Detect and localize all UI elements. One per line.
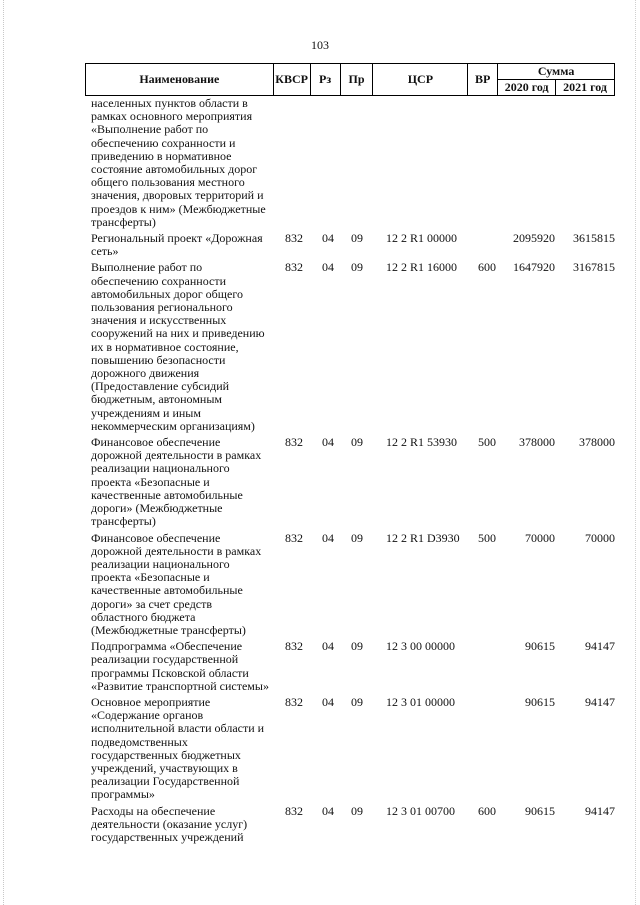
row-rz: 04 xyxy=(322,231,334,246)
table-body xyxy=(91,97,615,844)
row-name-line: проездов к ним» (Межбюджетные xyxy=(91,201,266,216)
row-name-line: областного бюджета xyxy=(91,609,196,624)
row-rz: 04 xyxy=(322,435,334,450)
row-rz: 04 xyxy=(322,639,334,654)
row-name-line: обеспечению сохранности и xyxy=(91,135,236,150)
row-vr: 500 xyxy=(478,435,496,450)
row-name-line: качественные автомобильные xyxy=(91,487,243,502)
row-sum-2020: 90615 xyxy=(525,803,555,818)
row-sum-2020: 90615 xyxy=(525,694,555,709)
row-name xyxy=(91,97,274,229)
row-csr: 12 3 01 00700 xyxy=(386,803,455,818)
row-name-line: состояние автомобильных дорог xyxy=(91,162,258,177)
row-name-line: Финансовое обеспечение xyxy=(91,435,221,450)
row-sum-2021: 94147 xyxy=(585,803,615,818)
row-name-line: учреждений, участвующих в xyxy=(91,760,238,775)
row-name xyxy=(91,436,274,528)
table-row xyxy=(91,640,615,693)
row-sum-2020: 378000 xyxy=(519,435,555,450)
row-rz: 04 xyxy=(322,530,334,545)
row-kvsr: 832 xyxy=(285,260,303,275)
row-sum-2021: 3615815 xyxy=(573,231,615,246)
row-name-line: значения и искусственных xyxy=(91,313,227,328)
header-year-2020: 2020 год xyxy=(498,80,556,96)
row-name-line: сооружений на них и приведению xyxy=(91,326,265,341)
row-name xyxy=(91,696,274,802)
header-kvsr: КВСР xyxy=(273,64,310,96)
row-name-line: дорожной деятельности в рамках xyxy=(91,448,262,463)
table-row xyxy=(91,696,615,802)
row-name-line: государственных учреждений xyxy=(91,829,244,844)
row-name-line: исполнительной власти области и xyxy=(91,721,265,736)
table-row xyxy=(91,532,615,638)
row-name xyxy=(91,532,274,638)
row-name-line: трансферты) xyxy=(91,514,156,529)
row-name-line: реализации государственной xyxy=(91,652,239,667)
row-name-line: учреждениям и иным xyxy=(91,405,201,420)
row-rz: 04 xyxy=(322,260,334,275)
row-sum-2021: 70000 xyxy=(585,530,615,545)
header-name: Наименование xyxy=(86,64,274,96)
row-name-line: Основное мероприятие xyxy=(91,694,211,709)
row-vr: 600 xyxy=(478,260,496,275)
row-name xyxy=(91,640,274,693)
row-vr: 500 xyxy=(478,530,496,545)
row-pr: 09 xyxy=(351,639,363,654)
row-name-line: значения, дворовых территорий и xyxy=(91,188,264,203)
row-csr: 12 2 R1 16000 xyxy=(386,260,458,275)
row-name-line: проекта «Безопасные и xyxy=(91,474,210,489)
row-sum-2021: 3167815 xyxy=(573,260,615,275)
row-name-line: некоммерческим организациям) xyxy=(91,418,255,433)
row-name-line: повышению безопасности xyxy=(91,352,226,367)
row-name-line: реализации Государственной xyxy=(91,774,240,789)
row-pr: 09 xyxy=(351,435,363,450)
row-name-line: программы» xyxy=(91,787,155,802)
row-pr: 09 xyxy=(351,231,363,246)
row-name-line: населенных пунктов области в xyxy=(91,96,248,110)
row-name-line: деятельности (оказание услуг) xyxy=(91,816,248,831)
row-kvsr: 832 xyxy=(285,639,303,654)
row-sum-2021: 94147 xyxy=(585,694,615,709)
row-name-line: «Развитие транспортной системы» xyxy=(91,678,269,693)
table-row xyxy=(91,261,615,433)
row-name-line: реализации национального xyxy=(91,461,230,476)
row-pr: 09 xyxy=(351,694,363,709)
scan-edge-right xyxy=(635,0,637,905)
row-sum-2021: 94147 xyxy=(585,639,615,654)
row-name-line: сеть» xyxy=(91,244,119,259)
row-rz: 04 xyxy=(322,803,334,818)
row-name-line: Подпрограмма «Обеспечение xyxy=(91,639,243,654)
row-rz: 04 xyxy=(322,694,334,709)
row-kvsr: 832 xyxy=(285,803,303,818)
row-kvsr: 832 xyxy=(285,435,303,450)
row-name-line: (Межбюджетные трансферты) xyxy=(91,622,246,637)
header-pr: Пр xyxy=(340,64,373,96)
row-name-line: реализации национального xyxy=(91,556,230,571)
row-name-line: автомобильных дорог общего xyxy=(91,286,243,301)
header-year-2021: 2021 год xyxy=(556,80,615,96)
row-name-line: Выполнение работ по xyxy=(91,260,203,275)
row-sum-2020: 2095920 xyxy=(513,231,555,246)
table-row xyxy=(91,232,615,258)
row-name-line: приведению в нормативное xyxy=(91,148,232,163)
page-number: 103 xyxy=(311,38,329,52)
row-sum-2020: 70000 xyxy=(525,530,555,545)
row-sum-2020: 1647920 xyxy=(513,260,555,275)
header-vr: ВР xyxy=(468,64,498,96)
row-name-line: проекта «Безопасные и xyxy=(91,570,210,585)
row-csr: 12 2 R1 53930 xyxy=(386,435,458,450)
header-rz: Рз xyxy=(310,64,340,96)
row-name xyxy=(91,805,274,845)
row-name-line: программы Псковской области xyxy=(91,665,249,680)
row-name xyxy=(91,261,274,433)
row-name-line: подведомственных xyxy=(91,734,188,749)
row-csr: 12 3 00 00000 xyxy=(386,639,455,654)
scan-edge-left xyxy=(3,0,5,905)
table-row xyxy=(91,436,615,528)
row-name-line: дороги» (Межбюджетные xyxy=(91,501,223,516)
row-name-line: дорожного движения xyxy=(91,366,200,381)
row-name-line: дорожной деятельности в рамках xyxy=(91,543,262,558)
row-pr: 09 xyxy=(351,803,363,818)
row-kvsr: 832 xyxy=(285,231,303,246)
row-name-line: качественные автомобильные xyxy=(91,583,243,598)
row-name-line: «Выполнение работ по xyxy=(91,122,209,137)
table-header xyxy=(85,63,615,96)
row-name-line: общего пользования местного xyxy=(91,175,245,190)
row-csr: 12 2 R1 D3930 xyxy=(386,530,460,545)
row-csr: 12 3 01 00000 xyxy=(386,694,455,709)
row-name-line: «Содержание органов xyxy=(91,708,204,723)
table-row xyxy=(91,805,615,845)
row-pr: 09 xyxy=(351,260,363,275)
row-name-line: обеспечению сохранности xyxy=(91,273,227,288)
row-name-line: пользования регионального xyxy=(91,300,233,315)
row-name-line: трансферты) xyxy=(91,214,156,229)
row-name-line: рамках основного мероприятия xyxy=(91,109,253,124)
row-name-line: Финансовое обеспечение xyxy=(91,530,221,545)
row-name-line: их в нормативное состояние, xyxy=(91,339,239,354)
row-name-line: дороги» за счет средств xyxy=(91,596,213,611)
row-kvsr: 832 xyxy=(285,694,303,709)
row-csr: 12 2 R1 00000 xyxy=(386,231,458,246)
row-pr: 09 xyxy=(351,530,363,545)
header-sum: Сумма xyxy=(498,64,615,80)
row-name-line: Региональный проект «Дорожная xyxy=(91,231,263,246)
row-vr: 600 xyxy=(478,803,496,818)
row-sum-2021: 378000 xyxy=(579,435,615,450)
header-csr: ЦСР xyxy=(373,64,468,96)
row-name xyxy=(91,232,274,258)
row-sum-2020: 90615 xyxy=(525,639,555,654)
row-name-line: государственных бюджетных xyxy=(91,747,241,762)
row-kvsr: 832 xyxy=(285,530,303,545)
row-name-line: Расходы на обеспечение xyxy=(91,803,216,818)
row-name-line: (Предоставление субсидий xyxy=(91,379,230,394)
row-name-line: бюджетным, автономным xyxy=(91,392,222,407)
table-row xyxy=(91,97,615,229)
